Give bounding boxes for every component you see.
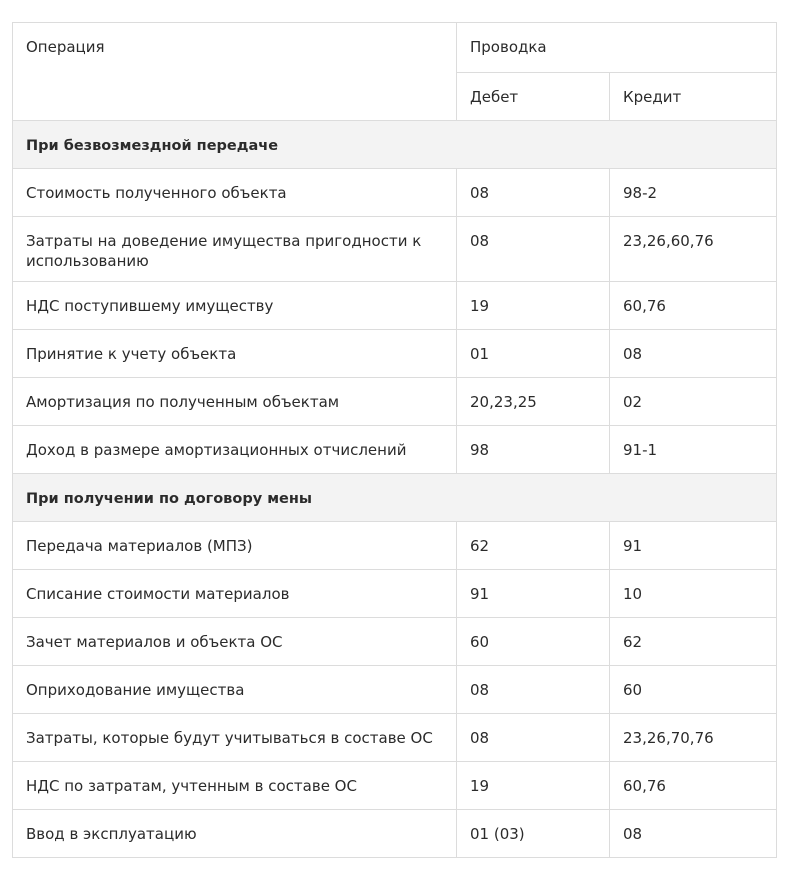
debit-cell: 20,23,25 bbox=[457, 378, 610, 426]
table-row bbox=[13, 282, 777, 330]
operation-cell: Ввод в эксплуатацию bbox=[13, 810, 457, 858]
debit-cell: 60 bbox=[457, 618, 610, 666]
table-row bbox=[13, 714, 777, 762]
section-title: При безвозмездной передаче bbox=[26, 138, 279, 154]
credit-cell: 91-1 bbox=[610, 426, 777, 474]
header-operation bbox=[13, 23, 457, 121]
credit-cell: 62 bbox=[610, 618, 777, 666]
header-credit bbox=[610, 73, 777, 121]
debit-cell: 01 bbox=[457, 330, 610, 378]
debit-cell: 98 bbox=[457, 426, 610, 474]
header-posting bbox=[457, 23, 777, 73]
credit-cell: 08 bbox=[610, 330, 777, 378]
table-row bbox=[13, 426, 777, 474]
credit-cell: 60,76 bbox=[610, 282, 777, 330]
table-row bbox=[13, 666, 777, 714]
header-debit-label: Дебет bbox=[470, 88, 519, 106]
table-row bbox=[13, 330, 777, 378]
debit-cell: 08 bbox=[457, 714, 610, 762]
header-debit bbox=[457, 73, 610, 121]
section-row bbox=[13, 121, 777, 169]
debit-cell: 08 bbox=[457, 217, 610, 282]
header-posting-label: Проводка bbox=[470, 38, 547, 56]
header-operation-label: Операция bbox=[26, 38, 105, 56]
credit-cell: 23,26,70,76 bbox=[610, 714, 777, 762]
table-row bbox=[13, 169, 777, 217]
section-title-cell bbox=[13, 474, 777, 522]
debit-cell: 01 (03) bbox=[457, 810, 610, 858]
debit-cell: 08 bbox=[457, 169, 610, 217]
operation-cell: НДС поступившему имуществу bbox=[13, 282, 457, 330]
table-row bbox=[13, 810, 777, 858]
table-row bbox=[13, 378, 777, 426]
section-title-cell bbox=[13, 121, 777, 169]
credit-cell: 98-2 bbox=[610, 169, 777, 217]
debit-cell: 19 bbox=[457, 282, 610, 330]
operation-cell: Принятие к учету объекта bbox=[13, 330, 457, 378]
operation-cell: НДС по затратам, учтенным в составе ОС bbox=[13, 762, 457, 810]
header-credit-label: Кредит bbox=[623, 88, 682, 106]
debit-cell: 91 bbox=[457, 570, 610, 618]
credit-cell: 60,76 bbox=[610, 762, 777, 810]
operation-cell: Передача материалов (МПЗ) bbox=[13, 522, 457, 570]
table-row bbox=[13, 618, 777, 666]
credit-cell: 60 bbox=[610, 666, 777, 714]
table-row bbox=[13, 522, 777, 570]
debit-cell: 62 bbox=[457, 522, 610, 570]
debit-cell: 19 bbox=[457, 762, 610, 810]
operation-cell: Затраты на доведение имущества пригодности к использованию bbox=[13, 217, 457, 282]
operation-cell: Списание стоимости материалов bbox=[13, 570, 457, 618]
section-row bbox=[13, 474, 777, 522]
debit-cell: 08 bbox=[457, 666, 610, 714]
table-header-row bbox=[13, 23, 777, 73]
table-row bbox=[13, 217, 777, 282]
credit-cell: 23,26,60,76 bbox=[610, 217, 777, 282]
credit-cell: 91 bbox=[610, 522, 777, 570]
postings-table bbox=[12, 22, 777, 858]
table-row bbox=[13, 570, 777, 618]
operation-cell: Затраты, которые будут учитываться в составе ОС bbox=[13, 714, 457, 762]
credit-cell: 10 bbox=[610, 570, 777, 618]
postings-table-container bbox=[12, 22, 777, 858]
operation-cell: Доход в размере амортизационных отчислений bbox=[13, 426, 457, 474]
section-title: При получении по договору мены bbox=[26, 491, 313, 507]
credit-cell: 08 bbox=[610, 810, 777, 858]
operation-cell: Оприходование имущества bbox=[13, 666, 457, 714]
operation-cell: Амортизация по полученным объектам bbox=[13, 378, 457, 426]
table-row bbox=[13, 762, 777, 810]
operation-cell: Стоимость полученного объекта bbox=[13, 169, 457, 217]
credit-cell: 02 bbox=[610, 378, 777, 426]
operation-cell: Зачет материалов и объекта ОС bbox=[13, 618, 457, 666]
